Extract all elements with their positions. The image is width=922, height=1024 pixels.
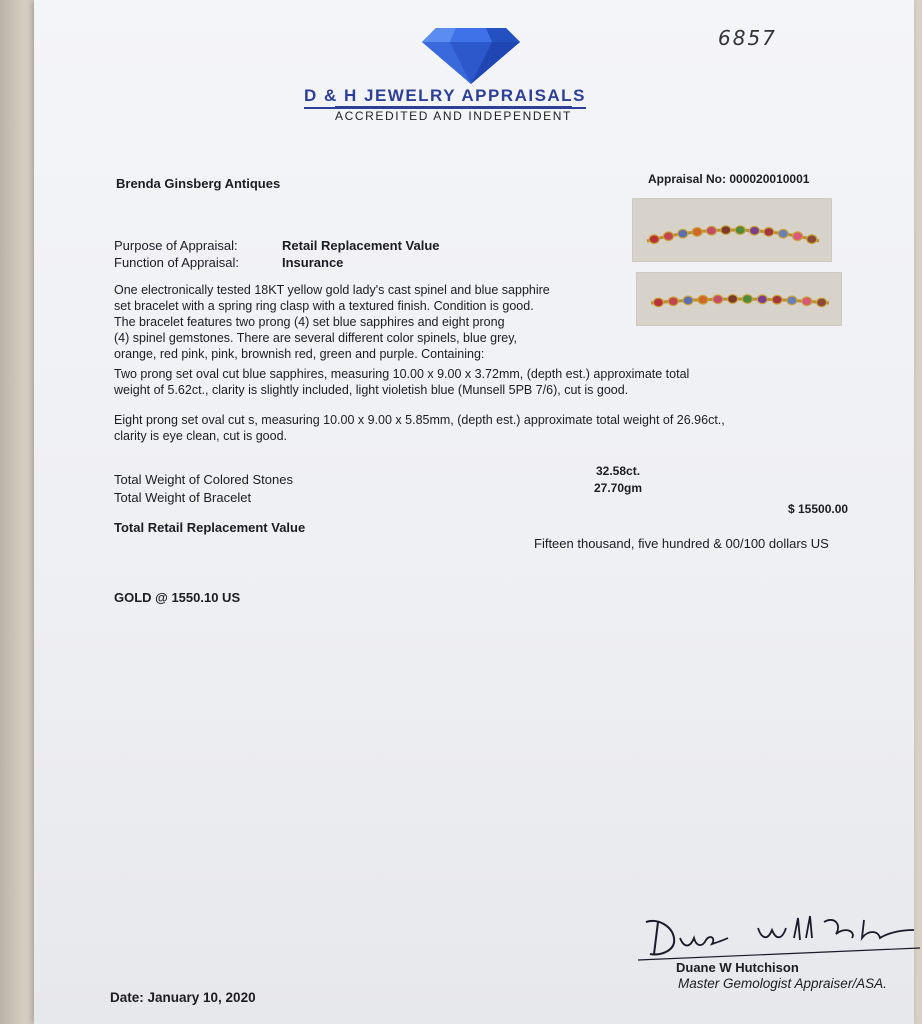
gold-price: GOLD @ 1550.10 US [114,590,241,605]
appraisal-number: Appraisal No: 000020010001 [648,172,810,186]
sapphire-line: Two prong set oval cut blue sapphires, measuring 10.00 x 9.00 x 3.72mm, (depth est.) approximate total [114,367,690,381]
function-value: Insurance [282,255,344,270]
gemstone [778,229,788,238]
gemstone [750,226,760,235]
sapphire-paragraph [114,366,689,398]
company-tagline: ACCREDITED AND INDEPENDENT [335,106,572,123]
gemstone [807,235,817,244]
gemstone [817,298,827,307]
spinel-line: Eight prong set oval cut s, measuring 10.00 x 9.00 x 5.85mm, (depth est.) approximate total weight of 26.96ct., [114,413,725,427]
gemstone [772,295,782,304]
purpose-label: Purpose of Appraisal: [114,238,238,253]
gemstone [683,296,693,305]
gemstone [653,298,663,307]
diamond-icon [422,28,520,84]
gemstone [728,295,738,304]
gemstone [764,228,774,237]
gemstone [721,226,731,235]
appraisal-date: Date: January 10, 2020 [110,990,256,1005]
gemstone [649,235,659,244]
gemstone [787,296,797,305]
gemstone [713,295,723,304]
client-name: Brenda Ginsberg Antiques [116,176,281,191]
gemstone [692,228,702,237]
spinel-paragraph [114,412,725,444]
gemstone [793,232,803,241]
description-line: set bracelet with a spring ring clasp with a textured finish. Condition is good. [114,299,534,313]
bracelet-photo-top [632,198,832,262]
gemstone [707,226,717,235]
signature-image [628,908,922,968]
bracelet-weight-label: Total Weight of Bracelet [114,490,252,505]
description-paragraph [114,282,550,362]
gemstone [735,226,745,235]
bracelet-image [637,273,841,325]
gemstone [664,232,674,241]
total-in-words: Fifteen thousand, five hundred & 00/100 dollars US [534,536,829,551]
total-value: $ 15500.00 [788,502,849,516]
total-label: Total Retail Replacement Value [114,520,306,535]
company-name: D & H JEWELRY APPRAISALS [304,86,586,109]
signer-title: Master Gemologist Appraiser/ASA. [678,976,887,991]
function-label: Function of Appraisal: [114,255,240,270]
description-line: (4) spinel gemstones. There are several different color spinels, blue grey, [114,331,517,345]
description-line: One electronically tested 18KT yellow gold lady's cast spinel and blue sapphire [114,283,550,297]
purpose-value: Retail Replacement Value [282,238,440,253]
bracelet-weight-value: 27.70gm [594,481,643,495]
bracelet-photo-bottom [636,272,842,326]
bracelet-image [633,199,831,261]
signer-name: Duane W Hutchison [676,960,799,975]
gemstone [802,297,812,306]
colored-stones-label: Total Weight of Colored Stones [114,472,293,487]
gemstone [757,295,767,304]
description-line: orange, red pink, pink, brownish red, green and purple. Containing: [114,347,485,361]
handwritten-number: 6857 [718,26,777,50]
gemstone [678,229,688,238]
appraisal-document [34,0,914,1024]
gemstone [698,295,708,304]
description-line: The bracelet features two prong (4) set blue sapphires and eight prong [114,315,505,329]
sapphire-line: weight of 5.62ct., clarity is slightly included, light violetish blue (Munsell 5PB 7/6), cut is good. [114,383,629,397]
gemstone [742,295,752,304]
colored-stones-value: 32.58ct. [596,464,641,478]
gemstone [668,297,678,306]
spinel-line: clarity is eye clean, cut is good. [114,429,287,443]
